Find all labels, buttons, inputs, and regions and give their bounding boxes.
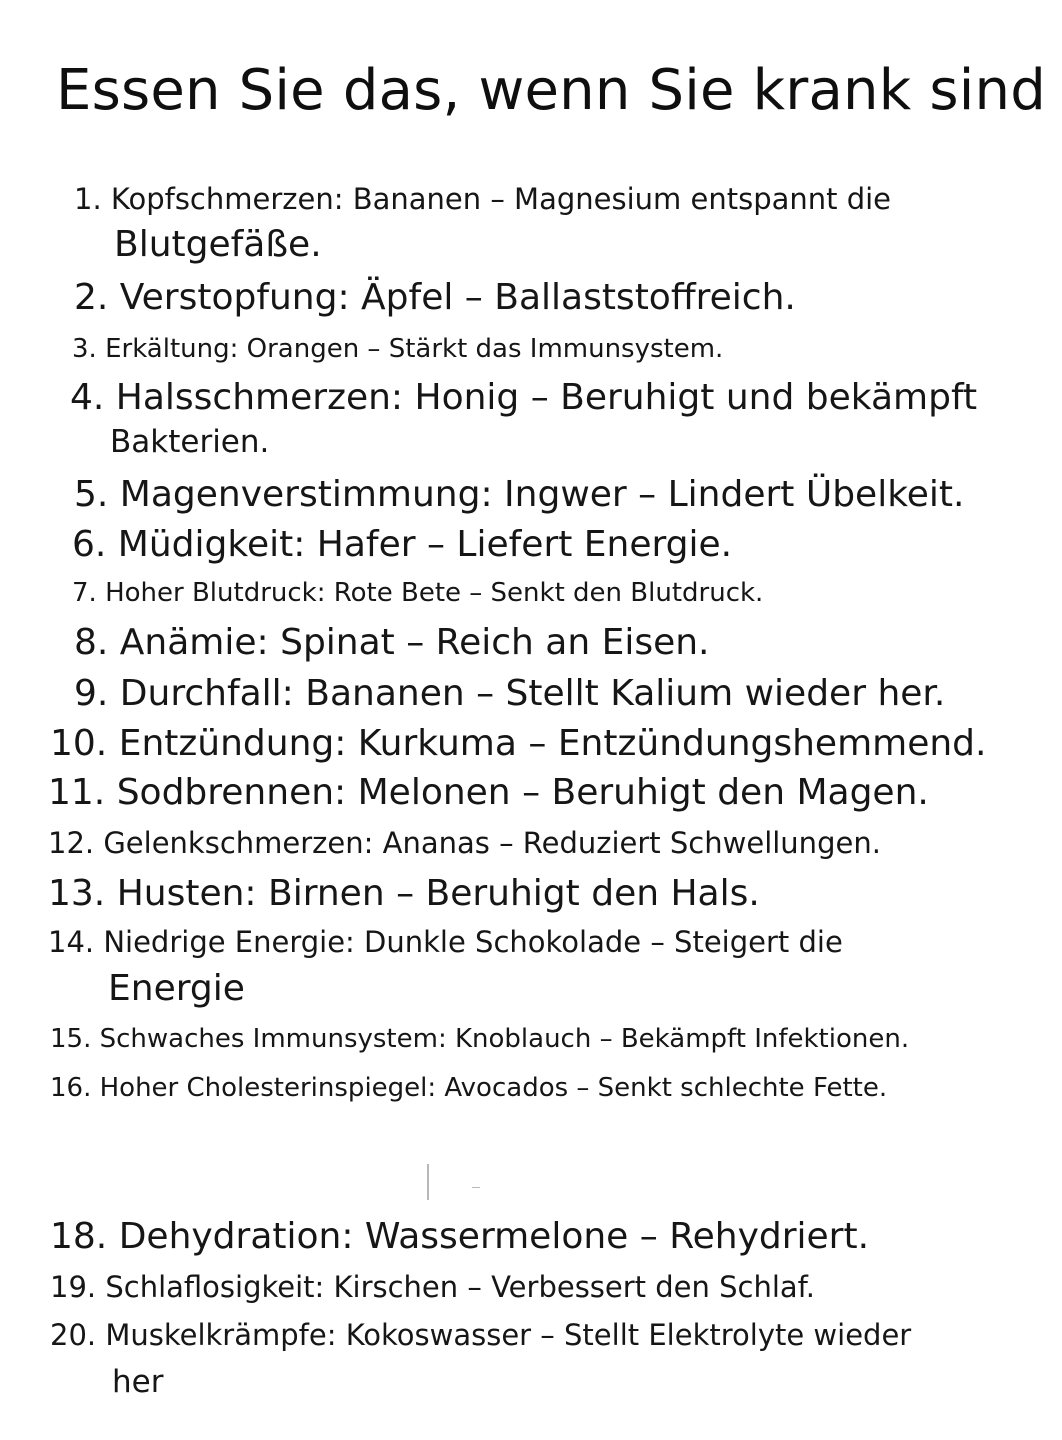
- list-item: 15. Schwaches Immunsystem: Knoblauch – Bekämpft Infektionen.: [50, 1024, 910, 1054]
- list-item: 8. Anämie: Spinat – Reich an Eisen.: [74, 622, 710, 663]
- list-item-continuation: Bakterien.: [110, 424, 270, 460]
- list-item: 9. Durchfall: Bananen – Stellt Kalium wieder her.: [74, 673, 946, 714]
- list-item: 20. Muskelkrämpfe: Kokoswasser – Stellt Elektrolyte wieder: [50, 1318, 912, 1352]
- erased-mark: [427, 1164, 429, 1200]
- list-item: 13. Husten: Birnen – Beruhigt den Hals.: [48, 873, 760, 914]
- page-title: Essen Sie das, wenn Sie krank sind: [56, 58, 1046, 123]
- list-item: 16. Hoher Cholesterinspiegel: Avocados – Senkt schlechte Fette.: [50, 1073, 888, 1103]
- list-item-continuation: Blutgefäße.: [114, 224, 322, 265]
- list-item: 14. Niedrige Energie: Dunkle Schokolade – Steigert die: [48, 925, 843, 959]
- list-item: 10. Entzündung: Kurkuma – Entzündungshemmend.: [50, 723, 987, 764]
- erased-mark: [472, 1187, 480, 1188]
- list-item: 12. Gelenkschmerzen: Ananas – Reduziert Schwellungen.: [48, 826, 881, 860]
- list-item: 5. Magenverstimmung: Ingwer – Lindert Übelkeit.: [74, 474, 965, 515]
- list-item: 11. Sodbrennen: Melonen – Beruhigt den Magen.: [48, 772, 929, 813]
- list-item: 7. Hoher Blutdruck: Rote Bete – Senkt den Blutdruck.: [72, 578, 764, 608]
- list-item: 4. Halsschmerzen: Honig – Beruhigt und bekämpft: [70, 377, 978, 418]
- list-item: 18. Dehydration: Wassermelone – Rehydriert.: [50, 1216, 870, 1257]
- list-item-continuation: her: [112, 1364, 164, 1400]
- list-item: 1. Kopfschmerzen: Bananen – Magnesium entspannt die: [74, 182, 892, 216]
- list-item: 3. Erkältung: Orangen – Stärkt das Immunsystem.: [72, 334, 724, 364]
- list-item: 2. Verstopfung: Äpfel – Ballaststoffreich.: [74, 277, 796, 318]
- list-item: 19. Schlaflosigkeit: Kirschen – Verbessert den Schlaf.: [50, 1270, 815, 1304]
- list-item-continuation: Energie: [108, 968, 245, 1009]
- list-item: 6. Müdigkeit: Hafer – Liefert Energie.: [72, 524, 733, 565]
